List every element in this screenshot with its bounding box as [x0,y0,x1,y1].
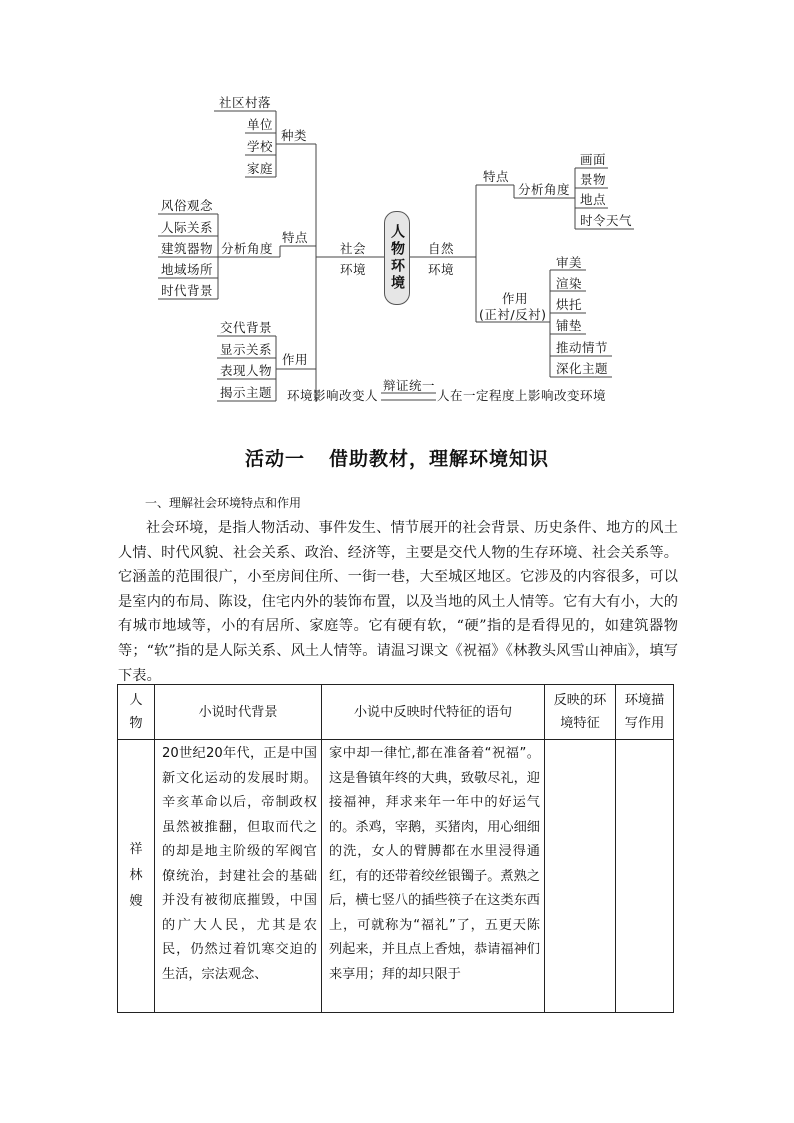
mm-item-unit: 单位 [247,117,274,132]
cell-background: 20世纪20年代，正是中国新文化运动的发展时期。辛亥革命以后，帝制政权虽然被推翻，但取而代之的却是地主阶级的军阀官僚统治，封建社会的基础并没有被彻底摧毁，中国的广大人民，尤其是农民，仍然过着饥寒交迫的生活，宗法观念、 [155,740,322,1013]
cell-quotes: 家中却一律忙,都在准备着“祝福”。这是鲁镇年终的大典，致敬尽礼，迎接福神，拜求来年一年中的好运气的。杀鸡，宰鹅，买猪肉，用心细细的洗，女人的臂膊都在水里浸得通红，有的还带着绞丝银镯子。煮熟之后，横七竖八的插些筷子在这类东西上，可就称为“福礼”了，五更天陈列起来，并且点上香烛，恭请福神们来享用；拜的却只限于 [322,740,545,1013]
cell-env-feature[interactable] [545,740,616,1013]
mm-label-functions-left: 作用 [282,352,309,367]
cell-person: 祥林嫂 [118,740,155,1013]
mm-item-customs: 风俗观念 [161,198,214,213]
mm-label-analysis-angle-right: 分析角度 [518,182,571,197]
mm-bottom-right: 人在一定程度上影响改变环境 [437,388,607,403]
mm-item-characters: 表现人物 [220,363,273,378]
intro-paragraph: 社会环境，是指人物活动、事件发生、情节展开的社会背景、历史条件、地方的风土人情、时代风貌、社会关系、政治、经济等，主要是交代人物的生存环境、社会关系等。它涵盖的范围很广，小至房间住所、一街一巷，大至城区地区。它涉及的内容很多，可以是室内的布局、陈设，住宅内外的装饰布置，以及当地的风土人情等。它有大有小，大的有城市地域等，小的有居所、家庭等。它有硬有软，“硬”指的是看得见的，如建筑器物等；“软”指的是人际关系、风土人情等。请温习课文《祝福》《林教头风雪山神庙》，填写下表。 [118,520,678,684]
environment-mind-map [0,0,794,420]
mm-item-picture: 画面 [580,152,607,167]
cell-env-function[interactable] [616,740,674,1013]
mm-label-natural-1: 自然 [428,241,455,256]
mm-item-location: 地点 [580,192,607,207]
mm-item-plot: 推动情节 [556,340,609,355]
activity-heading-part1: 活动一 [244,448,305,470]
mm-item-set-off: 烘托 [556,297,583,312]
mm-item-deepen-theme: 深化主题 [556,361,609,376]
mm-item-community: 社区村落 [219,95,272,110]
mm-center-node: 人物环境 [384,211,410,305]
mm-item-foreshadow: 铺垫 [556,318,583,333]
mm-label-natural-2: 环境 [428,262,455,277]
mm-item-family: 家庭 [247,161,274,176]
table-row [118,740,674,1013]
section-title: 一、理解社会环境特点和作用 [145,496,302,510]
mm-label-social-2: 环境 [340,262,367,277]
mind-map-lines [0,0,794,420]
mm-label-social-1: 社会 [340,241,367,256]
mm-item-show-relations: 显示关系 [220,342,273,357]
mm-label-functions-right-2: (正衬/反衬) [479,307,547,322]
mm-label-analysis-angle-left: 分析角度 [221,241,274,256]
mm-label-types: 种类 [281,128,308,143]
activity-heading [0,444,794,471]
header-env-function: 环境描写作用 [616,685,674,740]
mm-item-school: 学校 [247,139,274,154]
mm-item-era: 时代背景 [161,283,214,298]
mm-item-scenery: 景物 [580,172,607,187]
fill-in-table [117,684,674,1013]
mm-item-places: 地域场所 [161,262,214,277]
mm-bottom-middle: 辩证统一 [383,378,436,393]
mm-label-features-right: 特点 [483,169,510,184]
header-env-feature: 反映的环境特征 [545,685,616,740]
header-background: 小说时代背景 [155,685,322,740]
mm-item-season-weather: 时令天气 [580,213,633,228]
mm-item-relations: 人际关系 [161,220,214,235]
mm-item-render: 渲染 [556,276,583,291]
mm-item-buildings: 建筑器物 [161,241,214,256]
mm-item-theme: 揭示主题 [220,385,273,400]
mm-label-features-left: 特点 [282,230,309,245]
table-header-row [118,685,674,740]
mm-item-background: 交代背景 [220,320,273,335]
header-person: 人物 [118,685,155,740]
mm-label-functions-right-1: 作用 [502,291,529,306]
header-quotes: 小说中反映时代特征的语句 [322,685,545,740]
mm-item-aesthetic: 审美 [556,255,583,270]
activity-heading-part2: 借助教材，理解环境知识 [329,448,550,470]
mm-bottom-left: 环境影响改变人 [287,388,379,403]
